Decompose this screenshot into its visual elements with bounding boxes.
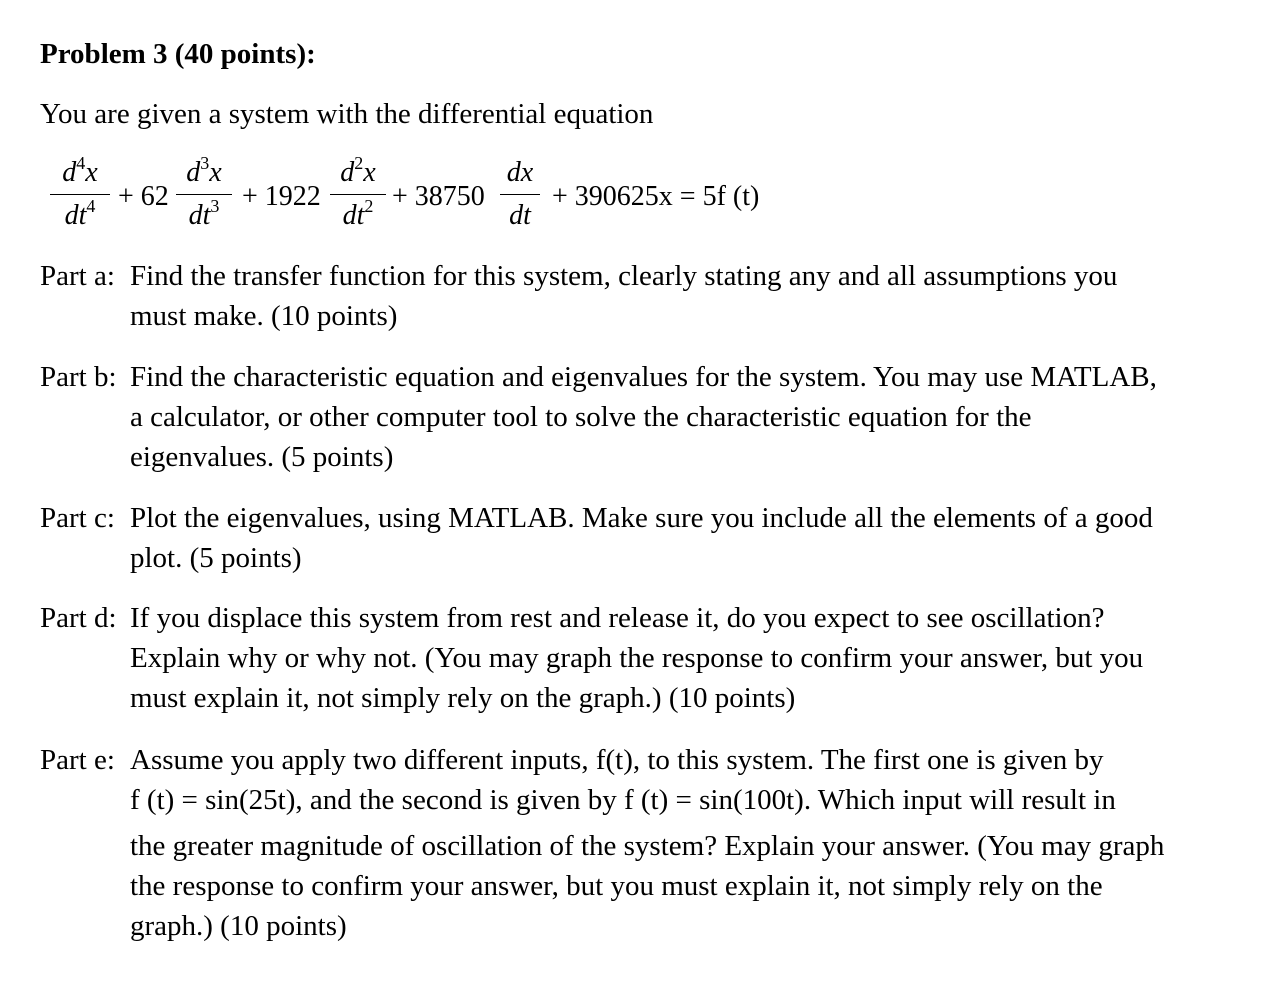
part-e-inputs-line: f (t) = sin(25t), and the second is given by f (t) = sin(100t). Which input will result in [130, 784, 1116, 816]
part-c-text: Plot the eigenvalues, using MATLAB. Make sure you include all the elements of a good plot. (5 points) [130, 502, 1153, 574]
part-e-label: Part e: [40, 744, 115, 776]
coefficient-38750: + 38750 [392, 181, 485, 212]
input-two-formula: f (t) = sin(100t) [623, 784, 804, 816]
equation-right-side: + 390625x = 5f (t) [552, 181, 760, 212]
coefficient-62: + 62 [118, 181, 169, 212]
fraction-d2x-dt2: $d^2x$ $dt^2$ [330, 156, 386, 233]
input-one-formula: f (t) = sin(25t) [130, 784, 296, 816]
part-d-text: If you displace this system from rest and release it, do you expect to see oscillation? Explain why or why not. (You may graph the response to confirm your answer, but you must explain it, not simply rely on the graph.) (10 points) [130, 602, 1144, 714]
part-c-label: Part c: [40, 502, 115, 534]
part-a-label: Part a: [40, 260, 115, 292]
coefficient-1922: + 1922 [242, 181, 321, 212]
part-b-label: Part b: [40, 361, 117, 393]
fraction-dx-dt: dx dt [500, 156, 540, 233]
part-b-text: Find the characteristic equation and eigenvalues for the system. You may use MATLAB, a calculator, or other computer tool to solve the characteristic equation for the eigenvalues. (5 points) [130, 361, 1157, 473]
fraction-d3x-dt3: $d^3x$ $dt^3$ [176, 156, 232, 233]
part-a-text: Find the transfer function for this system, clearly stating any and all assumptions you must make. (10 points) [130, 260, 1118, 332]
part-e-text: Assume you apply two different inputs, f(t), to this system. The first one is given by f (t) = sin(25t), and the second is given by f (t) = sin(100t). Which input will result in the greater magnitude of oscillation of the system? Explain your answer. (You may graph the response to confirm your answer, but you must explain it, not simply rely on the graph.) (10 points) [130, 740, 1210, 946]
problem-intro: You are given a system with the differential equation [40, 98, 654, 130]
differential-equation [40, 153, 940, 242]
problem-title: Problem 3 (40 points): [40, 38, 316, 70]
fraction-d4x-dt4: $d^4x$ $dt^4$ [50, 156, 110, 233]
part-d-label: Part d: [40, 602, 117, 634]
